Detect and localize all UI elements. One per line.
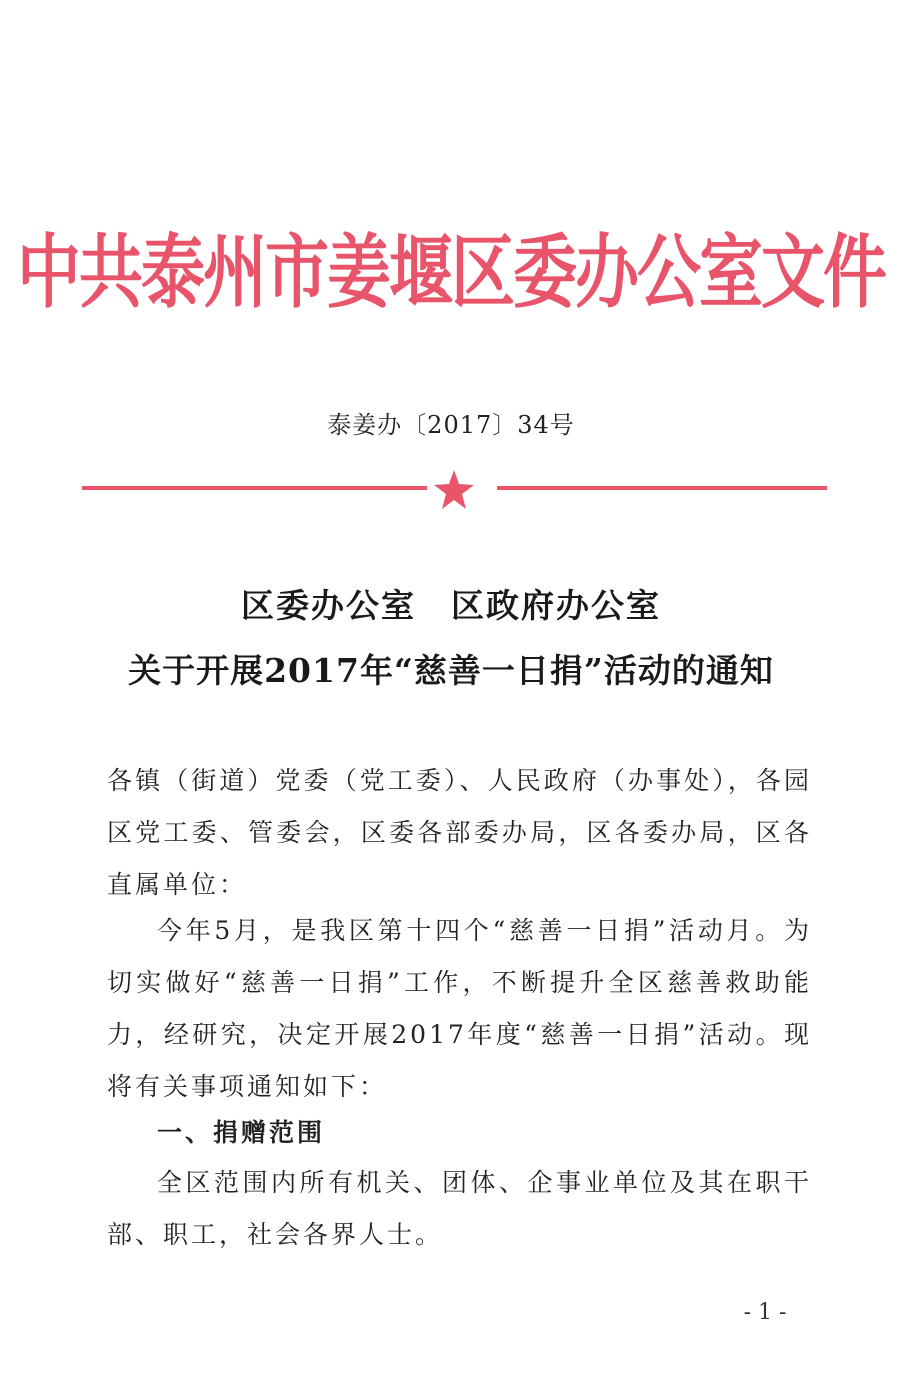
notice-title-line-2: 关于开展2017年“慈善一日捐”活动的通知 (128, 651, 774, 690)
paragraph-intro: 今年5月，是我区第十四个“慈善一日捐”活动月。为切实做好“慈善一日捐”工作，不断提升全区慈善救助能力，经研究，决定开展2017年度“慈善一日捐”活动。现将有关事项通知如下： (107, 916, 812, 1101)
document-header-title: 中共泰州市姜堰区委办公室文件 (17, 227, 885, 320)
page-number: - 1 - (743, 1300, 787, 1325)
star-icon (432, 468, 476, 512)
notice-title-line-1: 区委办公室 区政府办公室 (241, 586, 661, 625)
salutation: 各镇（街道）党委（党工委）、人民政府（办事处），各园区党工委、管委会，区委各部委办局，区各委办局，区各直属单位： (107, 766, 812, 899)
paragraph-donation-scope: 全区范围内所有机关、团体、企事业单位及其在职干部、职工，社会各界人士。 (107, 1168, 812, 1249)
header-divider-right (497, 486, 827, 490)
header-divider-left (82, 486, 427, 490)
document-number: 泰姜办〔2017〕34号 (327, 411, 575, 439)
section-heading-donation-scope: 一、捐赠范围 (157, 1118, 326, 1147)
